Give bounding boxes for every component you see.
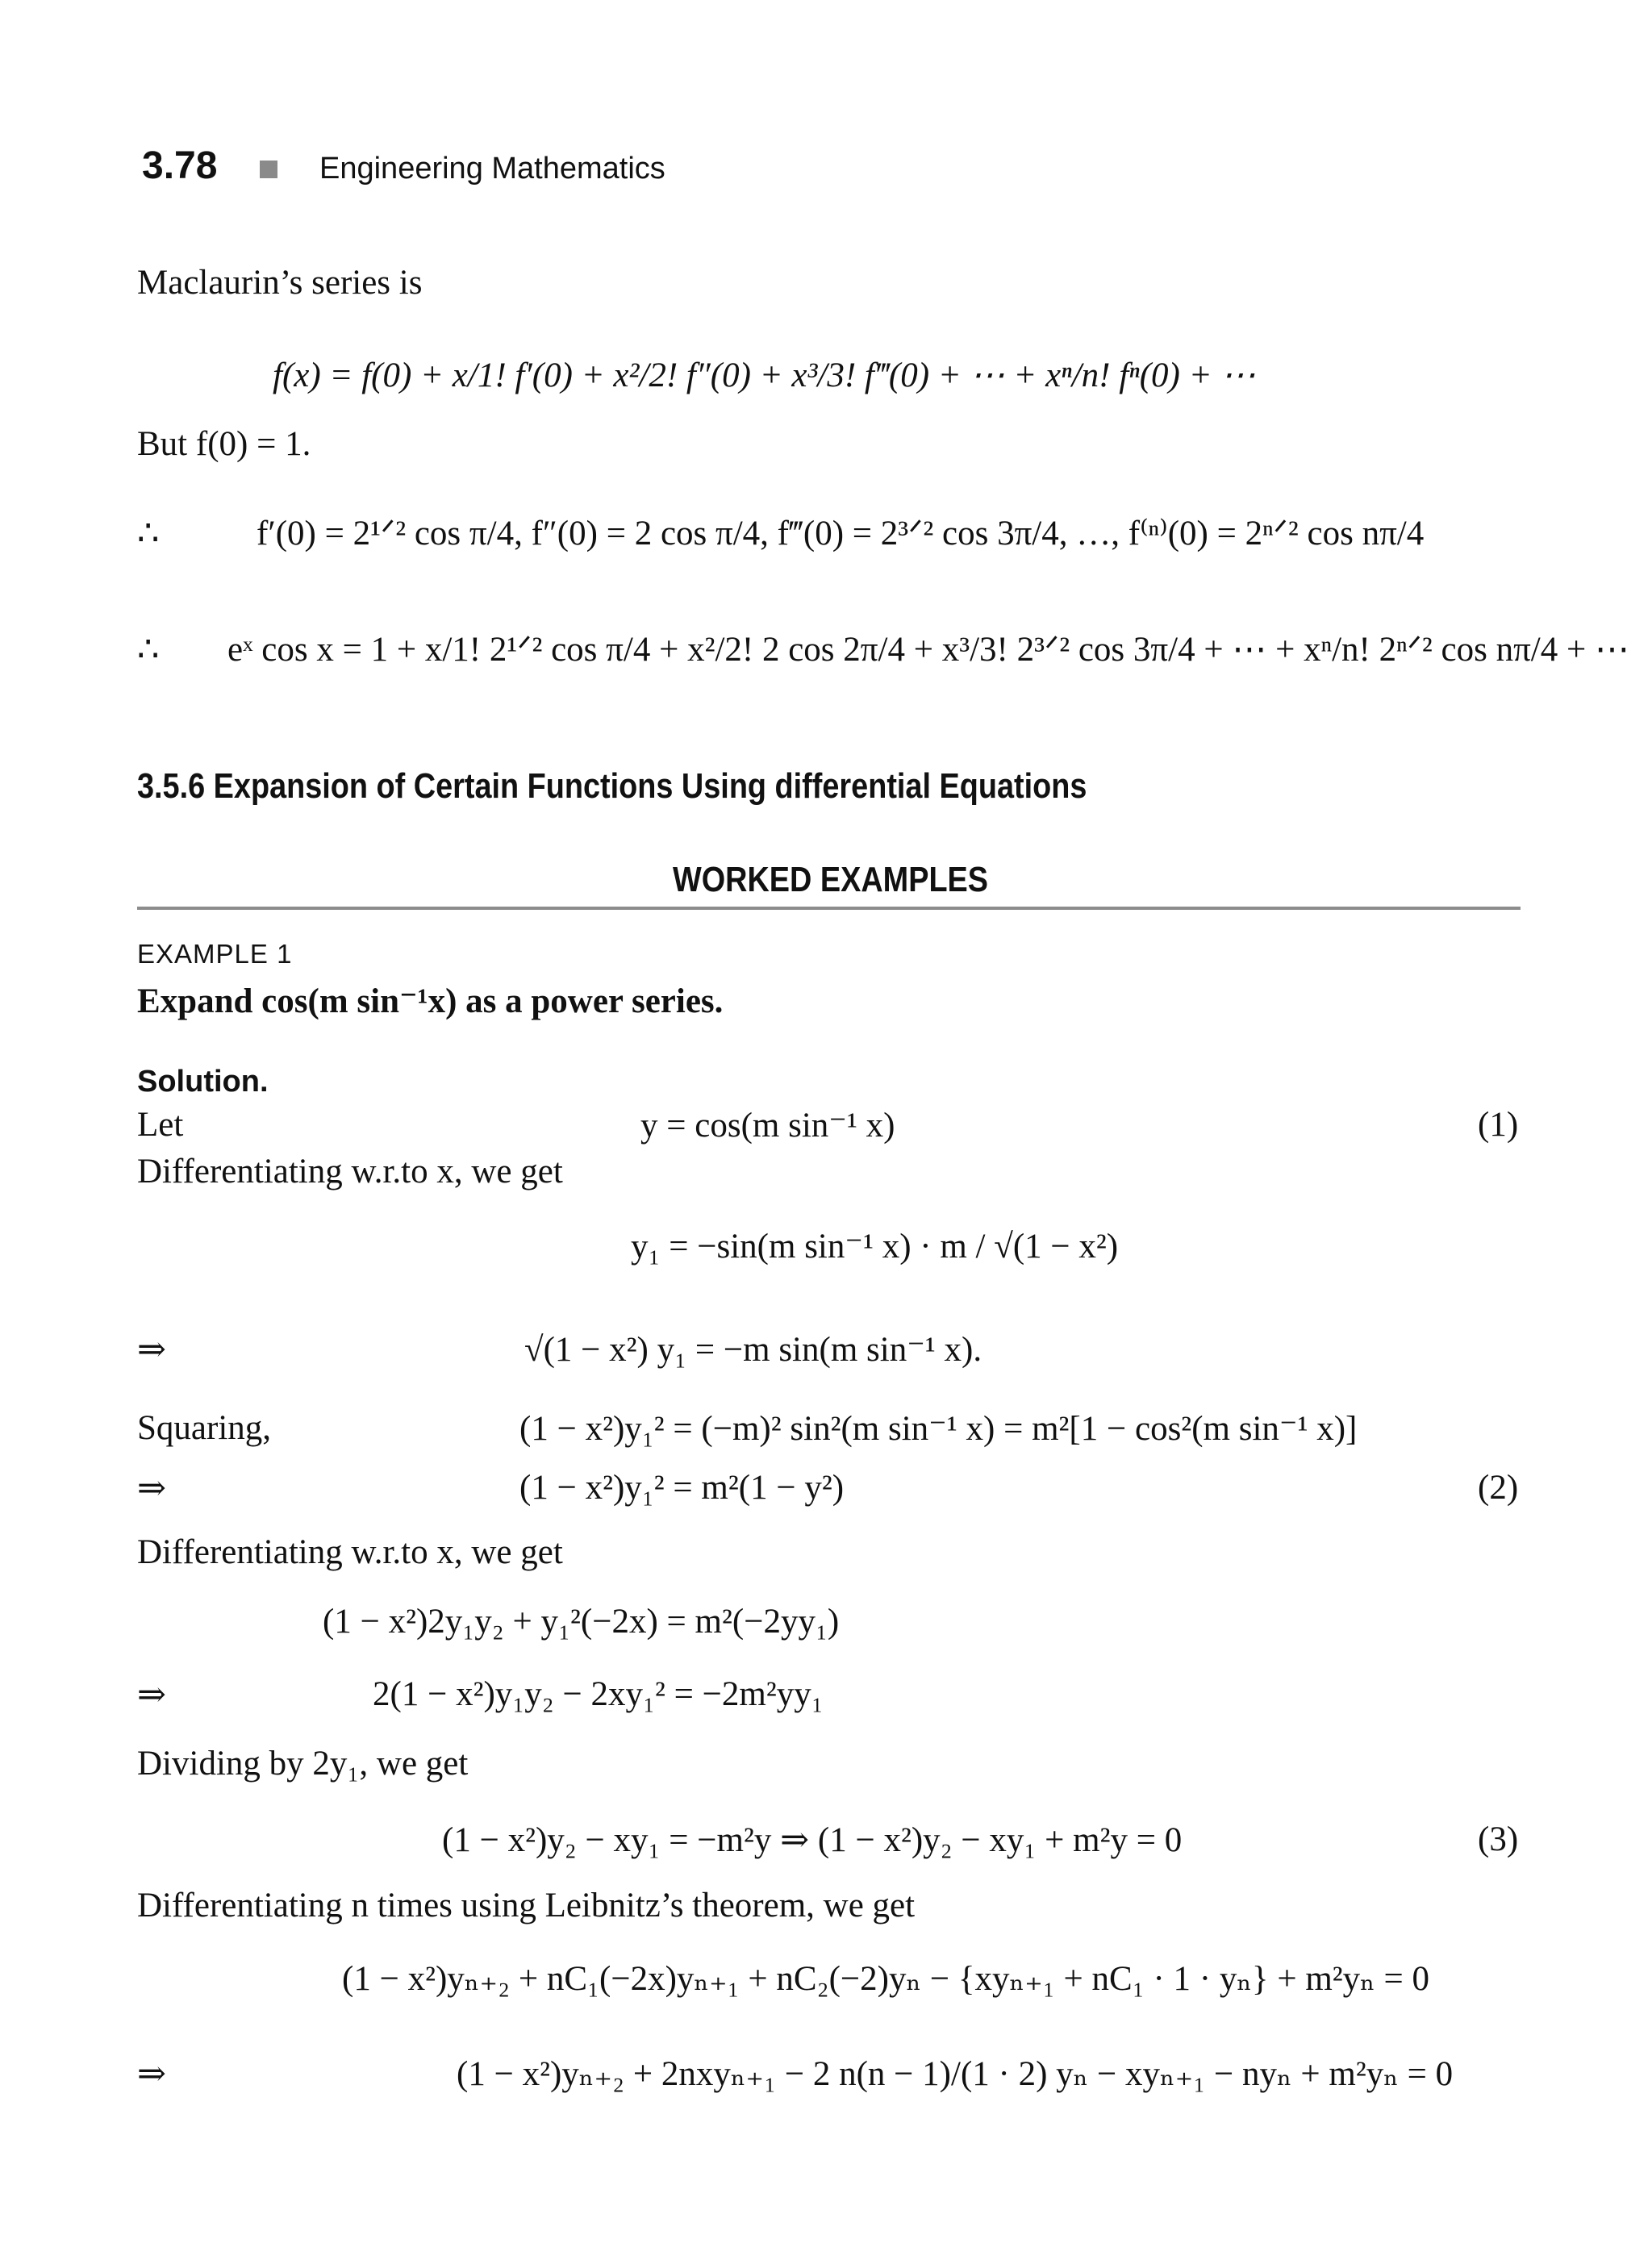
equation-2: (1 − x²)y₁² = m²(1 − y²) xyxy=(519,1469,845,1507)
differentiated-equation-2: 2(1 − x²)y₁y₂ − 2xy₁² = −2m²yy₁ xyxy=(373,1675,824,1713)
maclaurin-text: Maclaurin’s series is xyxy=(137,264,423,302)
equation-number-1: (1) xyxy=(1478,1106,1519,1144)
example-question: Expand cos(m sin⁻¹x) as a power series. xyxy=(137,982,724,1020)
final-equation: (1 − x²)yₙ₊₂ + 2nxyₙ₊₁ − 2 n(n − 1)/(1 · 2) yₙ − xyₙ₊₁ − nyₙ + m²yₙ = 0 xyxy=(457,2055,1454,2093)
book-title: Engineering Mathematics xyxy=(319,152,665,186)
equation-number-2: (2) xyxy=(1478,1469,1519,1507)
leibnitz-equation: (1 − x²)yₙ₊₂ + nC₁(−2x)yₙ₊₁ + nC₂(−2)yₙ − {xyₙ₊₁ + nC₁ · 1 · yₙ} + m²yₙ = 0 xyxy=(342,1960,1430,1998)
header-square-icon xyxy=(260,161,277,178)
equation-3: (1 − x²)y₂ − xy₁ = −m²y ⇒ (1 − x²)y₂ − xy₁ + m²y = 0 xyxy=(442,1821,1183,1859)
implies-symbol-4: ⇒ xyxy=(137,2055,167,2093)
dividing-text: Dividing by 2y₁, we get xyxy=(137,1745,469,1783)
differentiated-equation: (1 − x²)2y₁y₂ + y₁²(−2x) = m²(−2yy₁) xyxy=(323,1603,840,1641)
section-heading: 3.5.6 Expansion of Certain Functions Using differential Equations xyxy=(137,766,1087,806)
implies-symbol-2: ⇒ xyxy=(137,1470,167,1507)
but-text: But f(0) = 1. xyxy=(137,425,311,463)
differentiating-text-1: Differentiating w.r.to x, we get xyxy=(137,1153,563,1191)
let-text: Let xyxy=(137,1106,184,1144)
example-label: EXAMPLE 1 xyxy=(137,939,293,969)
therefore-symbol-1: ∴ xyxy=(137,515,160,553)
section-divider xyxy=(137,907,1521,910)
series-formula: eˣ cos x = 1 + x/1! 2¹ᐟ² cos π/4 + x²/2! 2 cos 2π/4 + x³/3! 2³ᐟ² cos 3π/4 + ⋯ + xⁿ/n! 2ⁿᐟ² cos nπ/4 + ⋯ xyxy=(227,631,1629,669)
squared-equation: (1 − x²)y₁² = (−m)² sin²(m sin⁻¹ x) = m²[1 − cos²(m sin⁻¹ x)] xyxy=(519,1410,1358,1448)
page-number: 3.78 xyxy=(142,144,218,187)
equation-number-3: (3) xyxy=(1478,1820,1519,1858)
implies-symbol-3: ⇒ xyxy=(137,1676,167,1714)
solution-label: Solution. xyxy=(137,1065,269,1099)
equation-1: y = cos(m sin⁻¹ x) xyxy=(640,1107,895,1145)
maclaurin-formula: f(x) = f(0) + x/1! f′(0) + x²/2! f″(0) + x³/3! f‴(0) + ⋯ + xⁿ/n! fⁿ(0) + ⋯ xyxy=(273,357,1256,394)
squaring-text: Squaring, xyxy=(137,1409,272,1447)
root-y1-equation: √(1 − x²) y₁ = −m sin(m sin⁻¹ x). xyxy=(524,1331,982,1369)
derivatives-formula: f′(0) = 2¹ᐟ² cos π/4, f″(0) = 2 cos π/4, f‴(0) = 2³ᐟ² cos 3π/4, …, f⁽ⁿ⁾(0) = 2ⁿᐟ² cos nπ/4 xyxy=(257,515,1425,553)
differentiating-text-2: Differentiating w.r.to x, we get xyxy=(137,1533,563,1571)
y1-equation: y₁ = −sin(m sin⁻¹ x) · m / √(1 − x²) xyxy=(631,1228,1119,1266)
therefore-symbol-2: ∴ xyxy=(137,631,160,669)
leibnitz-text: Differentiating n times using Leibnitz’s theorem, we get xyxy=(137,1887,916,1924)
implies-symbol-1: ⇒ xyxy=(137,1331,167,1369)
worked-examples-heading: WORKED EXAMPLES xyxy=(673,860,989,899)
